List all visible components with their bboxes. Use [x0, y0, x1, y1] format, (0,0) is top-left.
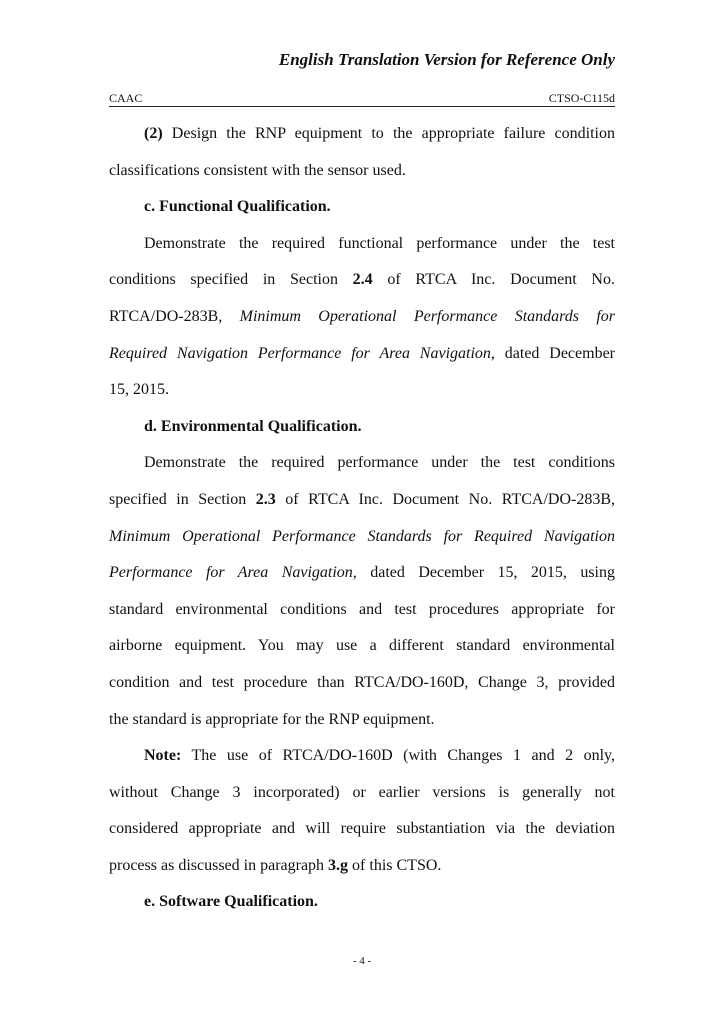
text-run: of RTCA Inc. Document No. RTCA/DO-283B,: [275, 490, 615, 508]
text-run: Demonstrate the required performance under the test conditions: [144, 454, 615, 472]
text-line: [109, 409, 615, 446]
text-run: standard environmental conditions and test procedures appropriate for: [109, 600, 615, 618]
text-line: [109, 628, 615, 665]
text-run: of RTCA Inc. Document No.: [372, 271, 615, 289]
text-run: The use of RTCA/DO-160D (with Changes 1 and 2 only,: [181, 747, 615, 765]
italic-text: Performance for Area Navigation,: [109, 564, 357, 582]
bold-text: Note:: [144, 747, 182, 765]
running-header: [109, 91, 615, 106]
text-line: [109, 189, 615, 226]
italic-text: Minimum Operational Performance Standards for: [239, 307, 615, 325]
text-run: specified in Section: [109, 490, 256, 508]
text-run: 15, 2015.: [109, 381, 169, 399]
bold-text: 2.3: [255, 490, 276, 508]
text-line: [109, 848, 615, 885]
text-line: [109, 775, 615, 812]
text-line: [109, 555, 615, 592]
text-run: classifications consistent with the sensor used.: [109, 161, 406, 179]
text-line: [109, 153, 615, 190]
text-line: [109, 336, 615, 373]
text-line: [109, 116, 615, 153]
text-run: Design the RNP equipment to the appropriate failure condition: [162, 125, 615, 142]
document-banner-title: English Translation Version for Reference Only: [278, 50, 615, 69]
text-run: dated December 15, 2015, using: [356, 564, 615, 582]
italic-text: Required Navigation Performance for Area Navigation,: [109, 344, 495, 362]
text-line: [109, 226, 615, 263]
document-body: [109, 116, 615, 921]
header-organization: CAAC: [109, 91, 143, 105]
header-document-id: CTSO-C115d: [548, 91, 615, 105]
text-line: [109, 738, 615, 775]
text-line: [109, 372, 615, 409]
text-line: [109, 592, 615, 629]
text-line: [109, 482, 615, 519]
text-run: the standard is appropriate for the RNP equipment.: [109, 710, 435, 728]
text-run: dated December: [494, 344, 615, 362]
bold-text: e. Software Qualification.: [144, 893, 318, 911]
page-number: - 4 -: [352, 955, 372, 967]
text-line: [109, 665, 615, 702]
bold-text: 2.4: [352, 271, 373, 289]
text-run: without Change 3 incorporated) or earlier versions is generally not: [109, 783, 615, 801]
text-line: [109, 262, 615, 299]
text-line: [109, 445, 615, 482]
bold-text: d. Environmental Qualification.: [144, 417, 362, 435]
text-run: airborne equipment. You may use a different standard environmental: [109, 637, 615, 655]
text-line: [109, 702, 615, 739]
text-run: process as discussed in paragraph: [109, 856, 329, 874]
italic-text: Minimum Operational Performance Standards for Required Navigation: [109, 527, 615, 545]
text-line: [109, 884, 615, 921]
text-run: considered appropriate and will require substantiation via the deviation: [109, 820, 615, 838]
text-line: [109, 811, 615, 848]
text-line: [109, 299, 615, 336]
header-rule: [109, 106, 615, 107]
text-run: of this CTSO.: [348, 856, 442, 874]
text-run: RTCA/DO-283B,: [109, 307, 240, 325]
bold-text: 3.g: [328, 856, 349, 874]
text-line: [109, 519, 615, 556]
text-run: condition and test procedure than RTCA/DO-160D, Change 3, provided: [109, 673, 615, 691]
bold-text: c. Functional Qualification.: [144, 198, 331, 216]
bold-text: (2): [144, 125, 163, 142]
text-run: conditions specified in Section: [109, 271, 353, 289]
text-run: Demonstrate the required functional performance under the test: [144, 234, 615, 252]
